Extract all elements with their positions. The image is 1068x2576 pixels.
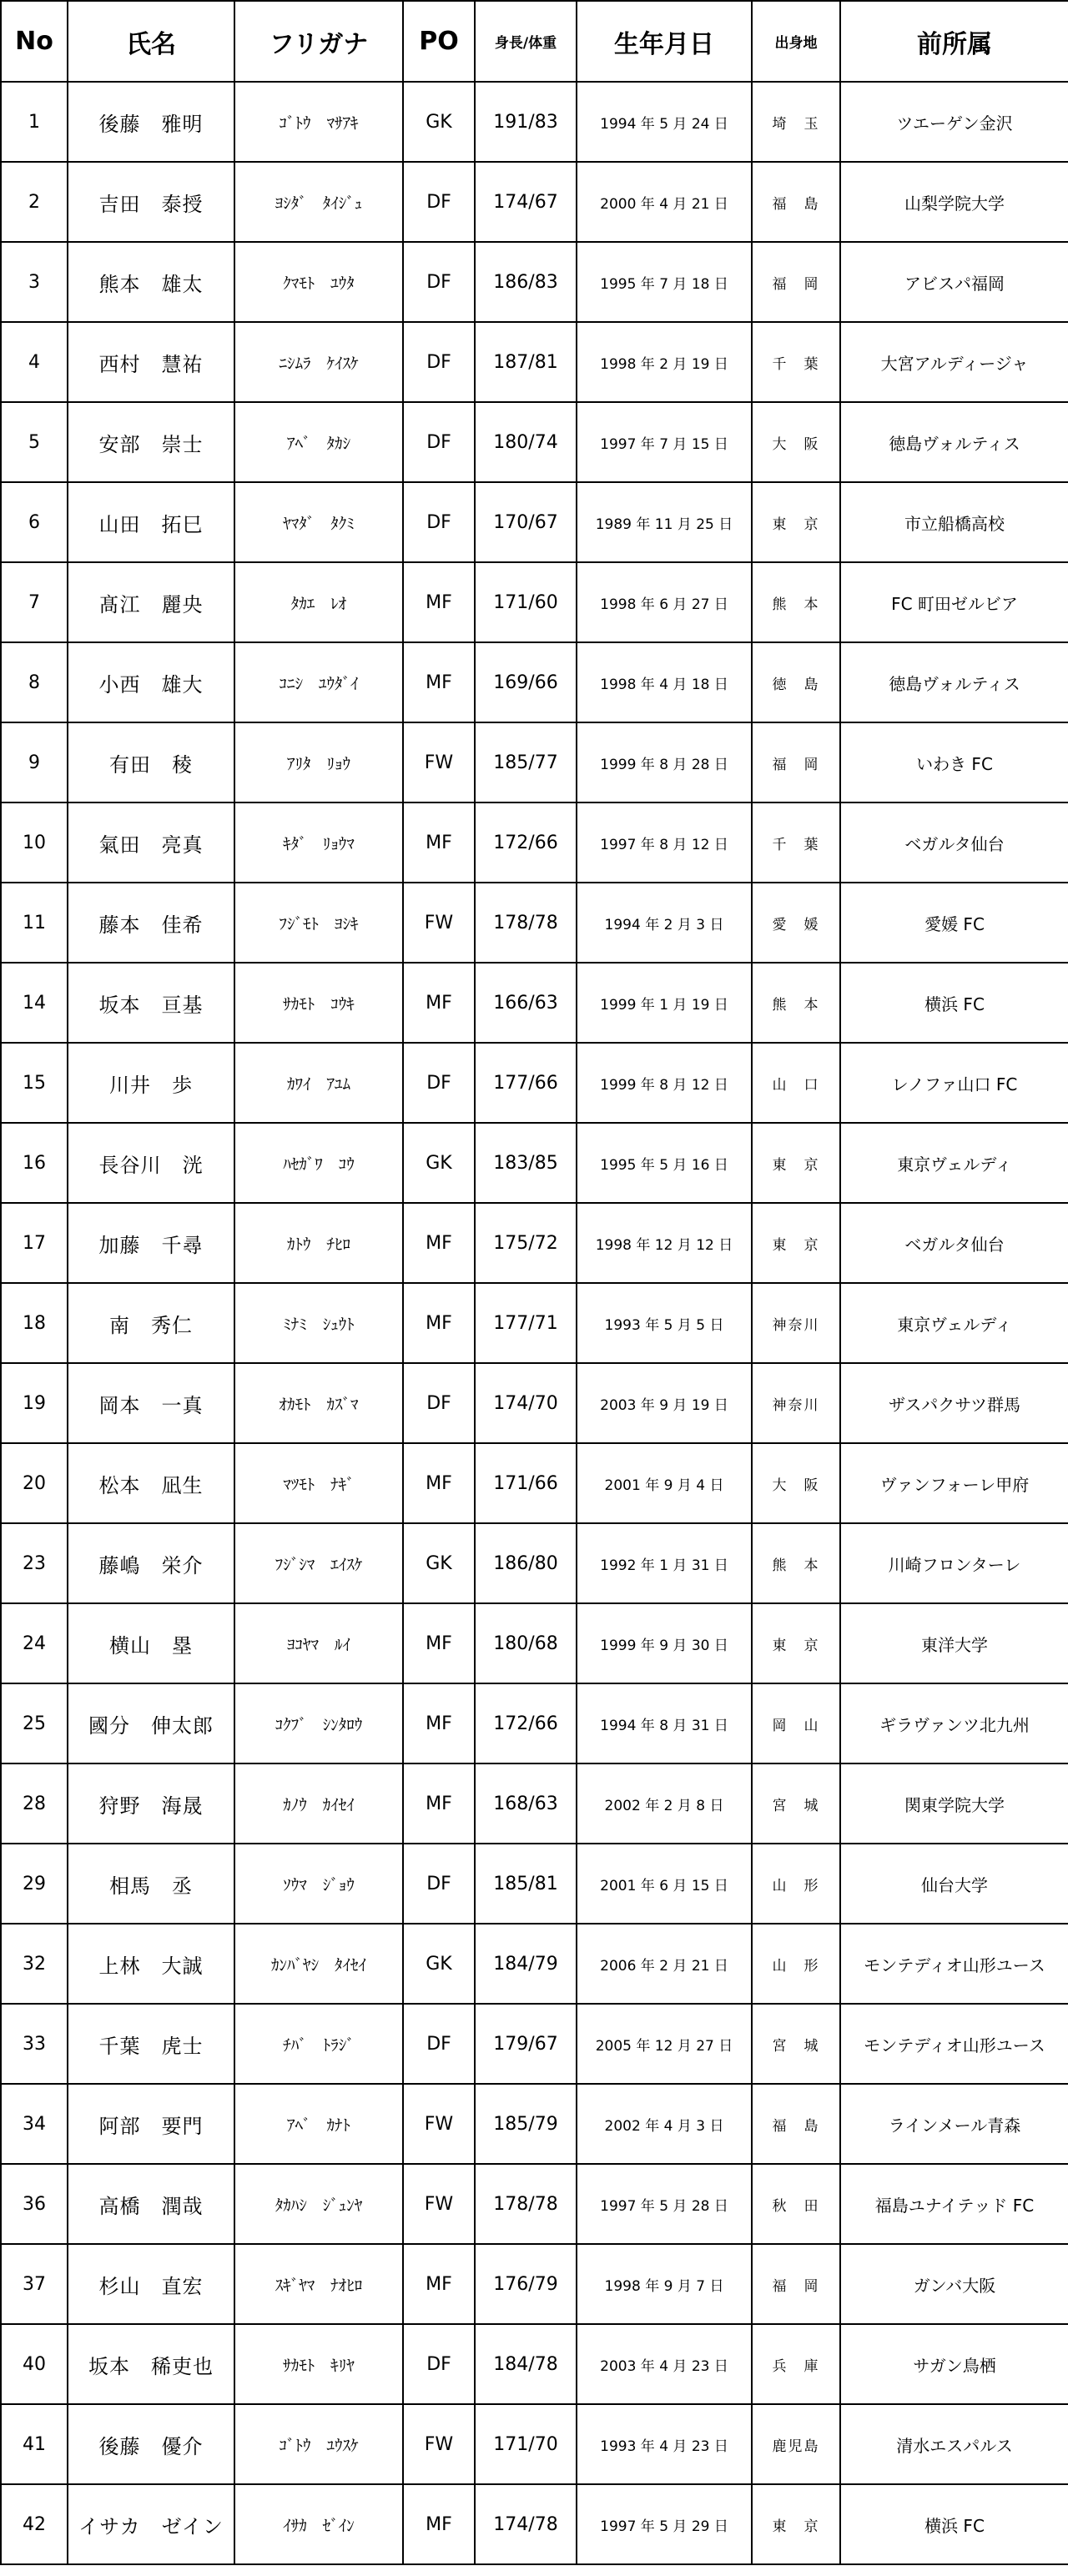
player-height-weight: 171/60 bbox=[475, 562, 577, 642]
player-birthdate: 1995 年 7 月 18 日 bbox=[577, 242, 752, 322]
player-height-weight: 183/85 bbox=[475, 1123, 577, 1203]
player-height-weight: 175/72 bbox=[475, 1203, 577, 1283]
player-kana: ｶﾄｳ ﾁﾋﾛ bbox=[234, 1203, 403, 1283]
player-previous-club: 山梨学院大学 bbox=[840, 162, 1068, 242]
table-row bbox=[1, 883, 1068, 963]
player-height-weight: 172/66 bbox=[475, 1683, 577, 1763]
player-birthdate: 2002 年 2 月 8 日 bbox=[577, 1763, 752, 1844]
player-previous-club: ベガルタ仙台 bbox=[840, 1203, 1068, 1283]
player-kana: ｺﾞﾄｳ ﾕｳｽｹ bbox=[234, 2404, 403, 2484]
roster-body bbox=[1, 82, 1068, 2564]
player-position: MF bbox=[403, 2484, 475, 2564]
player-number: 18 bbox=[1, 1283, 68, 1363]
player-kana: ﾆｼﾑﾗ ｹｲｽｹ bbox=[234, 322, 403, 402]
header-kana: フリガナ bbox=[234, 1, 403, 82]
player-position: MF bbox=[403, 963, 475, 1043]
player-birthplace: 鹿児島 bbox=[752, 2404, 840, 2484]
player-name: 西村 慧祐 bbox=[68, 322, 234, 402]
player-number: 19 bbox=[1, 1363, 68, 1443]
player-birthplace: 東 京 bbox=[752, 1603, 840, 1683]
player-kana: ﾀｶｴ ﾚｵ bbox=[234, 562, 403, 642]
player-height-weight: 171/70 bbox=[475, 2404, 577, 2484]
table-row bbox=[1, 1043, 1068, 1123]
player-birthplace: 大 阪 bbox=[752, 1443, 840, 1523]
player-birthplace: 千 葉 bbox=[752, 802, 840, 883]
player-number: 6 bbox=[1, 482, 68, 562]
player-name: 熊本 雄太 bbox=[68, 242, 234, 322]
player-birthplace: 神奈川 bbox=[752, 1363, 840, 1443]
player-previous-club: 仙台大学 bbox=[840, 1844, 1068, 1924]
table-row bbox=[1, 242, 1068, 322]
player-position: FW bbox=[403, 2164, 475, 2244]
player-previous-club: ザスパクサツ群馬 bbox=[840, 1363, 1068, 1443]
player-previous-club: 関東学院大学 bbox=[840, 1763, 1068, 1844]
player-height-weight: 185/79 bbox=[475, 2084, 577, 2164]
player-birthdate: 1999 年 9 月 30 日 bbox=[577, 1603, 752, 1683]
player-position: DF bbox=[403, 242, 475, 322]
table-row bbox=[1, 1924, 1068, 2004]
player-position: GK bbox=[403, 82, 475, 162]
player-kana: ﾊｾｶﾞﾜ ｺｳ bbox=[234, 1123, 403, 1203]
player-birthdate: 1997 年 7 月 15 日 bbox=[577, 402, 752, 482]
player-birthplace: 宮 城 bbox=[752, 1763, 840, 1844]
player-previous-club: FC 町田ゼルビア bbox=[840, 562, 1068, 642]
player-birthplace: 大 阪 bbox=[752, 402, 840, 482]
player-previous-club: ツエーゲン金沢 bbox=[840, 82, 1068, 162]
player-birthdate: 1994 年 5 月 24 日 bbox=[577, 82, 752, 162]
table-row bbox=[1, 1523, 1068, 1603]
player-number: 3 bbox=[1, 242, 68, 322]
player-position: DF bbox=[403, 1844, 475, 1924]
table-row bbox=[1, 1123, 1068, 1203]
player-position: FW bbox=[403, 2404, 475, 2484]
player-kana: ｻｶﾓﾄ ｺｳｷ bbox=[234, 963, 403, 1043]
player-position: DF bbox=[403, 402, 475, 482]
player-kana: ｱﾍﾞ ﾀｶｼ bbox=[234, 402, 403, 482]
player-previous-club: アビスパ福岡 bbox=[840, 242, 1068, 322]
player-height-weight: 178/78 bbox=[475, 2164, 577, 2244]
player-height-weight: 166/63 bbox=[475, 963, 577, 1043]
player-birthplace: 埼 玉 bbox=[752, 82, 840, 162]
player-name: 坂本 稀吏也 bbox=[68, 2324, 234, 2404]
player-birthplace: 山 口 bbox=[752, 1043, 840, 1123]
player-number: 9 bbox=[1, 722, 68, 802]
player-number: 14 bbox=[1, 963, 68, 1043]
player-kana: ﾐﾅﾐ ｼｭｳﾄ bbox=[234, 1283, 403, 1363]
player-position: GK bbox=[403, 1924, 475, 2004]
player-previous-club: ラインメール青森 bbox=[840, 2084, 1068, 2164]
player-name: 松本 凪生 bbox=[68, 1443, 234, 1523]
header-no: No bbox=[1, 1, 68, 82]
table-row bbox=[1, 802, 1068, 883]
table-row bbox=[1, 1203, 1068, 1283]
player-birthdate: 2001 年 6 月 15 日 bbox=[577, 1844, 752, 1924]
player-number: 7 bbox=[1, 562, 68, 642]
player-height-weight: 185/77 bbox=[475, 722, 577, 802]
player-previous-club: 東京ヴェルディ bbox=[840, 1123, 1068, 1203]
player-height-weight: 168/63 bbox=[475, 1763, 577, 1844]
player-name: 岡本 一真 bbox=[68, 1363, 234, 1443]
player-position: MF bbox=[403, 1683, 475, 1763]
player-birthplace: 千 葉 bbox=[752, 322, 840, 402]
player-birthdate: 1999 年 1 月 19 日 bbox=[577, 963, 752, 1043]
player-height-weight: 174/78 bbox=[475, 2484, 577, 2564]
player-position: MF bbox=[403, 1763, 475, 1844]
player-position: MF bbox=[403, 2244, 475, 2324]
header-name: 氏名 bbox=[68, 1, 234, 82]
player-previous-club: 川崎フロンターレ bbox=[840, 1523, 1068, 1603]
table-row bbox=[1, 1844, 1068, 1924]
player-previous-club: 東京ヴェルディ bbox=[840, 1283, 1068, 1363]
player-kana: ﾏﾂﾓﾄ ﾅｷﾞ bbox=[234, 1443, 403, 1523]
player-kana: ｻｶﾓﾄ ｷﾘﾔ bbox=[234, 2324, 403, 2404]
player-position: DF bbox=[403, 2004, 475, 2084]
table-row bbox=[1, 162, 1068, 242]
player-kana: ｺｸﾌﾞ ｼﾝﾀﾛｳ bbox=[234, 1683, 403, 1763]
table-row bbox=[1, 1283, 1068, 1363]
player-number: 36 bbox=[1, 2164, 68, 2244]
player-previous-club: モンテディオ山形ユース bbox=[840, 1924, 1068, 2004]
player-kana: ｽｷﾞﾔﾏ ﾅｵﾋﾛ bbox=[234, 2244, 403, 2324]
player-kana: ﾀｶﾊｼ ｼﾞｭﾝﾔ bbox=[234, 2164, 403, 2244]
table-row bbox=[1, 2484, 1068, 2564]
player-birthdate: 2003 年 9 月 19 日 bbox=[577, 1363, 752, 1443]
player-kana: ﾔﾏﾀﾞ ﾀｸﾐ bbox=[234, 482, 403, 562]
player-kana: ﾖｺﾔﾏ ﾙｲ bbox=[234, 1603, 403, 1683]
player-height-weight: 186/83 bbox=[475, 242, 577, 322]
player-birthplace: 熊 本 bbox=[752, 1523, 840, 1603]
player-birthplace: 福 島 bbox=[752, 162, 840, 242]
table-row bbox=[1, 2084, 1068, 2164]
player-birthplace: 東 京 bbox=[752, 1123, 840, 1203]
player-birthdate: 1999 年 8 月 12 日 bbox=[577, 1043, 752, 1123]
player-kana: ｲｻｶ ｾﾞｲﾝ bbox=[234, 2484, 403, 2564]
player-kana: ｶﾉｳ ｶｲｾｲ bbox=[234, 1763, 403, 1844]
player-birthplace: 兵 庫 bbox=[752, 2324, 840, 2404]
player-name: 横山 塁 bbox=[68, 1603, 234, 1683]
player-birthplace: 東 京 bbox=[752, 482, 840, 562]
player-name: 杉山 直宏 bbox=[68, 2244, 234, 2324]
player-name: 吉田 泰授 bbox=[68, 162, 234, 242]
player-birthdate: 2006 年 2 月 21 日 bbox=[577, 1924, 752, 2004]
player-number: 2 bbox=[1, 162, 68, 242]
player-birthplace: 宮 城 bbox=[752, 2004, 840, 2084]
player-height-weight: 176/79 bbox=[475, 2244, 577, 2324]
player-previous-club: 市立船橋高校 bbox=[840, 482, 1068, 562]
player-number: 25 bbox=[1, 1683, 68, 1763]
player-name: 相馬 丞 bbox=[68, 1844, 234, 1924]
player-number: 20 bbox=[1, 1443, 68, 1523]
player-number: 8 bbox=[1, 642, 68, 722]
player-kana: ｵｶﾓﾄ ｶｽﾞﾏ bbox=[234, 1363, 403, 1443]
player-name: 藤嶋 栄介 bbox=[68, 1523, 234, 1603]
player-birthdate: 2005 年 12 月 27 日 bbox=[577, 2004, 752, 2084]
player-birthplace: 福 岡 bbox=[752, 2244, 840, 2324]
player-kana: ｺﾆｼ ﾕｳﾀﾞｲ bbox=[234, 642, 403, 722]
table-row bbox=[1, 1363, 1068, 1443]
player-birthplace: 山 形 bbox=[752, 1844, 840, 1924]
player-previous-club: ガンバ大阪 bbox=[840, 2244, 1068, 2324]
player-position: MF bbox=[403, 802, 475, 883]
table-row bbox=[1, 2244, 1068, 2324]
player-name: 阿部 要門 bbox=[68, 2084, 234, 2164]
player-position: DF bbox=[403, 482, 475, 562]
table-row bbox=[1, 322, 1068, 402]
player-name: 加藤 千尋 bbox=[68, 1203, 234, 1283]
player-name: 小西 雄大 bbox=[68, 642, 234, 722]
header-birthplace: 出身地 bbox=[752, 1, 840, 82]
player-height-weight: 172/66 bbox=[475, 802, 577, 883]
player-birthdate: 2003 年 4 月 23 日 bbox=[577, 2324, 752, 2404]
player-birthdate: 1994 年 8 月 31 日 bbox=[577, 1683, 752, 1763]
player-birthdate: 1999 年 8 月 28 日 bbox=[577, 722, 752, 802]
table-row bbox=[1, 2324, 1068, 2404]
player-position: MF bbox=[403, 1443, 475, 1523]
player-birthplace: 東 京 bbox=[752, 2484, 840, 2564]
player-previous-club: 横浜 FC bbox=[840, 2484, 1068, 2564]
player-kana: ﾁﾊﾞ ﾄﾗｼﾞ bbox=[234, 2004, 403, 2084]
player-position: DF bbox=[403, 162, 475, 242]
player-number: 40 bbox=[1, 2324, 68, 2404]
player-birthdate: 2001 年 9 月 4 日 bbox=[577, 1443, 752, 1523]
player-birthdate: 1995 年 5 月 16 日 bbox=[577, 1123, 752, 1203]
player-number: 16 bbox=[1, 1123, 68, 1203]
player-previous-club: モンテディオ山形ユース bbox=[840, 2004, 1068, 2084]
table-row bbox=[1, 1763, 1068, 1844]
player-number: 32 bbox=[1, 1924, 68, 2004]
header-previous-club: 前所属 bbox=[840, 1, 1068, 82]
player-kana: ﾌｼﾞｼﾏ ｴｲｽｹ bbox=[234, 1523, 403, 1603]
player-birthdate: 1997 年 5 月 28 日 bbox=[577, 2164, 752, 2244]
player-kana: ｶﾝﾊﾞﾔｼ ﾀｲｾｲ bbox=[234, 1924, 403, 2004]
player-name: 藤本 佳希 bbox=[68, 883, 234, 963]
player-height-weight: 178/78 bbox=[475, 883, 577, 963]
table-row bbox=[1, 2164, 1068, 2244]
player-number: 4 bbox=[1, 322, 68, 402]
player-height-weight: 184/78 bbox=[475, 2324, 577, 2404]
player-height-weight: 169/66 bbox=[475, 642, 577, 722]
player-name: 長谷川 洸 bbox=[68, 1123, 234, 1203]
player-name: 國分 伸太郎 bbox=[68, 1683, 234, 1763]
player-position: FW bbox=[403, 2084, 475, 2164]
player-position: DF bbox=[403, 1043, 475, 1123]
player-name: 川井 歩 bbox=[68, 1043, 234, 1123]
table-row bbox=[1, 1443, 1068, 1523]
table-row bbox=[1, 963, 1068, 1043]
player-name: 安部 崇士 bbox=[68, 402, 234, 482]
player-birthdate: 2000 年 4 月 21 日 bbox=[577, 162, 752, 242]
player-number: 34 bbox=[1, 2084, 68, 2164]
player-number: 28 bbox=[1, 1763, 68, 1844]
player-number: 10 bbox=[1, 802, 68, 883]
player-height-weight: 185/81 bbox=[475, 1844, 577, 1924]
player-previous-club: 横浜 FC bbox=[840, 963, 1068, 1043]
player-position: MF bbox=[403, 1203, 475, 1283]
player-birthplace: 徳 島 bbox=[752, 642, 840, 722]
player-number: 11 bbox=[1, 883, 68, 963]
player-number: 23 bbox=[1, 1523, 68, 1603]
player-birthplace: 福 岡 bbox=[752, 242, 840, 322]
player-previous-club: いわき FC bbox=[840, 722, 1068, 802]
player-number: 37 bbox=[1, 2244, 68, 2324]
player-height-weight: 179/67 bbox=[475, 2004, 577, 2084]
player-kana: ﾖｼﾀﾞ ﾀｲｼﾞｭ bbox=[234, 162, 403, 242]
player-birthdate: 1993 年 5 月 5 日 bbox=[577, 1283, 752, 1363]
player-previous-club: 愛媛 FC bbox=[840, 883, 1068, 963]
player-height-weight: 170/67 bbox=[475, 482, 577, 562]
player-birthdate: 1997 年 8 月 12 日 bbox=[577, 802, 752, 883]
table-row bbox=[1, 1683, 1068, 1763]
table-row bbox=[1, 2004, 1068, 2084]
table-row bbox=[1, 482, 1068, 562]
table-row bbox=[1, 82, 1068, 162]
player-name: 南 秀仁 bbox=[68, 1283, 234, 1363]
player-number: 42 bbox=[1, 2484, 68, 2564]
player-name: 高橋 潤哉 bbox=[68, 2164, 234, 2244]
player-height-weight: 186/80 bbox=[475, 1523, 577, 1603]
player-height-weight: 191/83 bbox=[475, 82, 577, 162]
header-height-weight: 身長/体重 bbox=[475, 1, 577, 82]
player-birthplace: 福 岡 bbox=[752, 722, 840, 802]
player-birthplace: 東 京 bbox=[752, 1203, 840, 1283]
header-position: PO bbox=[403, 1, 475, 82]
player-birthdate: 1998 年 12 月 12 日 bbox=[577, 1203, 752, 1283]
player-birthplace: 神奈川 bbox=[752, 1283, 840, 1363]
player-position: DF bbox=[403, 1363, 475, 1443]
player-previous-club: 徳島ヴォルティス bbox=[840, 402, 1068, 482]
player-previous-club: レノファ山口 FC bbox=[840, 1043, 1068, 1123]
player-position: DF bbox=[403, 2324, 475, 2404]
player-name: 上林 大誠 bbox=[68, 1924, 234, 2004]
player-kana: ｿｳﾏ ｼﾞｮｳ bbox=[234, 1844, 403, 1924]
player-previous-club: 清水エスパルス bbox=[840, 2404, 1068, 2484]
player-kana: ﾌｼﾞﾓﾄ ﾖｼｷ bbox=[234, 883, 403, 963]
player-position: MF bbox=[403, 1283, 475, 1363]
player-kana: ｸﾏﾓﾄ ﾕｳﾀ bbox=[234, 242, 403, 322]
player-birthplace: 福 島 bbox=[752, 2084, 840, 2164]
player-position: MF bbox=[403, 1603, 475, 1683]
player-height-weight: 171/66 bbox=[475, 1443, 577, 1523]
player-birthdate: 1998 年 4 月 18 日 bbox=[577, 642, 752, 722]
player-name: 後藤 雅明 bbox=[68, 82, 234, 162]
player-height-weight: 177/66 bbox=[475, 1043, 577, 1123]
player-number: 24 bbox=[1, 1603, 68, 1683]
table-row bbox=[1, 722, 1068, 802]
player-name: 有田 稜 bbox=[68, 722, 234, 802]
player-birthplace: 秋 田 bbox=[752, 2164, 840, 2244]
player-position: MF bbox=[403, 562, 475, 642]
player-number: 15 bbox=[1, 1043, 68, 1123]
player-position: FW bbox=[403, 722, 475, 802]
player-position: FW bbox=[403, 883, 475, 963]
player-position: DF bbox=[403, 322, 475, 402]
player-name: 山田 拓巳 bbox=[68, 482, 234, 562]
player-number: 29 bbox=[1, 1844, 68, 1924]
player-height-weight: 184/79 bbox=[475, 1924, 577, 2004]
player-kana: ｺﾞﾄｳ ﾏｻｱｷ bbox=[234, 82, 403, 162]
player-height-weight: 180/74 bbox=[475, 402, 577, 482]
player-number: 5 bbox=[1, 402, 68, 482]
header-birthdate: 生年月日 bbox=[577, 1, 752, 82]
player-birthdate: 1998 年 9 月 7 日 bbox=[577, 2244, 752, 2324]
player-birthdate: 1993 年 4 月 23 日 bbox=[577, 2404, 752, 2484]
player-birthdate: 1998 年 6 月 27 日 bbox=[577, 562, 752, 642]
player-birthplace: 岡 山 bbox=[752, 1683, 840, 1763]
player-number: 41 bbox=[1, 2404, 68, 2484]
player-previous-club: サガン鳥栖 bbox=[840, 2324, 1068, 2404]
table-row bbox=[1, 402, 1068, 482]
player-kana: ｶﾜｲ ｱﾕﾑ bbox=[234, 1043, 403, 1123]
player-kana: ｷﾀﾞ ﾘｮｳﾏ bbox=[234, 802, 403, 883]
player-height-weight: 177/71 bbox=[475, 1283, 577, 1363]
player-name: 氣田 亮真 bbox=[68, 802, 234, 883]
player-number: 33 bbox=[1, 2004, 68, 2084]
player-name: 後藤 優介 bbox=[68, 2404, 234, 2484]
player-kana: ｱﾘﾀ ﾘｮｳ bbox=[234, 722, 403, 802]
player-birthdate: 1997 年 5 月 29 日 bbox=[577, 2484, 752, 2564]
player-kana: ｱﾍﾞ ｶﾅﾄ bbox=[234, 2084, 403, 2164]
player-number: 17 bbox=[1, 1203, 68, 1283]
player-birthplace: 熊 本 bbox=[752, 562, 840, 642]
player-name: イサカ ゼイン bbox=[68, 2484, 234, 2564]
player-previous-club: ギラヴァンツ北九州 bbox=[840, 1683, 1068, 1763]
player-height-weight: 174/70 bbox=[475, 1363, 577, 1443]
player-birthplace: 熊 本 bbox=[752, 963, 840, 1043]
player-previous-club: 徳島ヴォルティス bbox=[840, 642, 1068, 722]
table-row bbox=[1, 642, 1068, 722]
player-height-weight: 174/67 bbox=[475, 162, 577, 242]
player-number: 1 bbox=[1, 82, 68, 162]
player-height-weight: 187/81 bbox=[475, 322, 577, 402]
player-name: 千葉 虎士 bbox=[68, 2004, 234, 2084]
table-row bbox=[1, 562, 1068, 642]
player-previous-club: 大宮アルディージャ bbox=[840, 322, 1068, 402]
player-name: 坂本 亘基 bbox=[68, 963, 234, 1043]
player-birthplace: 愛 媛 bbox=[752, 883, 840, 963]
player-previous-club: 福島ユナイテッド FC bbox=[840, 2164, 1068, 2244]
player-birthplace: 山 形 bbox=[752, 1924, 840, 2004]
player-birthdate: 1992 年 1 月 31 日 bbox=[577, 1523, 752, 1603]
player-previous-club: 東洋大学 bbox=[840, 1603, 1068, 1683]
player-previous-club: ベガルタ仙台 bbox=[840, 802, 1068, 883]
player-birthdate: 2002 年 4 月 3 日 bbox=[577, 2084, 752, 2164]
player-height-weight: 180/68 bbox=[475, 1603, 577, 1683]
player-position: MF bbox=[403, 642, 475, 722]
player-name: 髙江 麗央 bbox=[68, 562, 234, 642]
player-birthdate: 1994 年 2 月 3 日 bbox=[577, 883, 752, 963]
table-row bbox=[1, 1603, 1068, 1683]
player-birthdate: 1998 年 2 月 19 日 bbox=[577, 322, 752, 402]
header-row bbox=[1, 1, 1068, 82]
player-birthdate: 1989 年 11 月 25 日 bbox=[577, 482, 752, 562]
player-name: 狩野 海晟 bbox=[68, 1763, 234, 1844]
player-position: GK bbox=[403, 1123, 475, 1203]
table-row bbox=[1, 2404, 1068, 2484]
player-position: GK bbox=[403, 1523, 475, 1603]
player-previous-club: ヴァンフォーレ甲府 bbox=[840, 1443, 1068, 1523]
